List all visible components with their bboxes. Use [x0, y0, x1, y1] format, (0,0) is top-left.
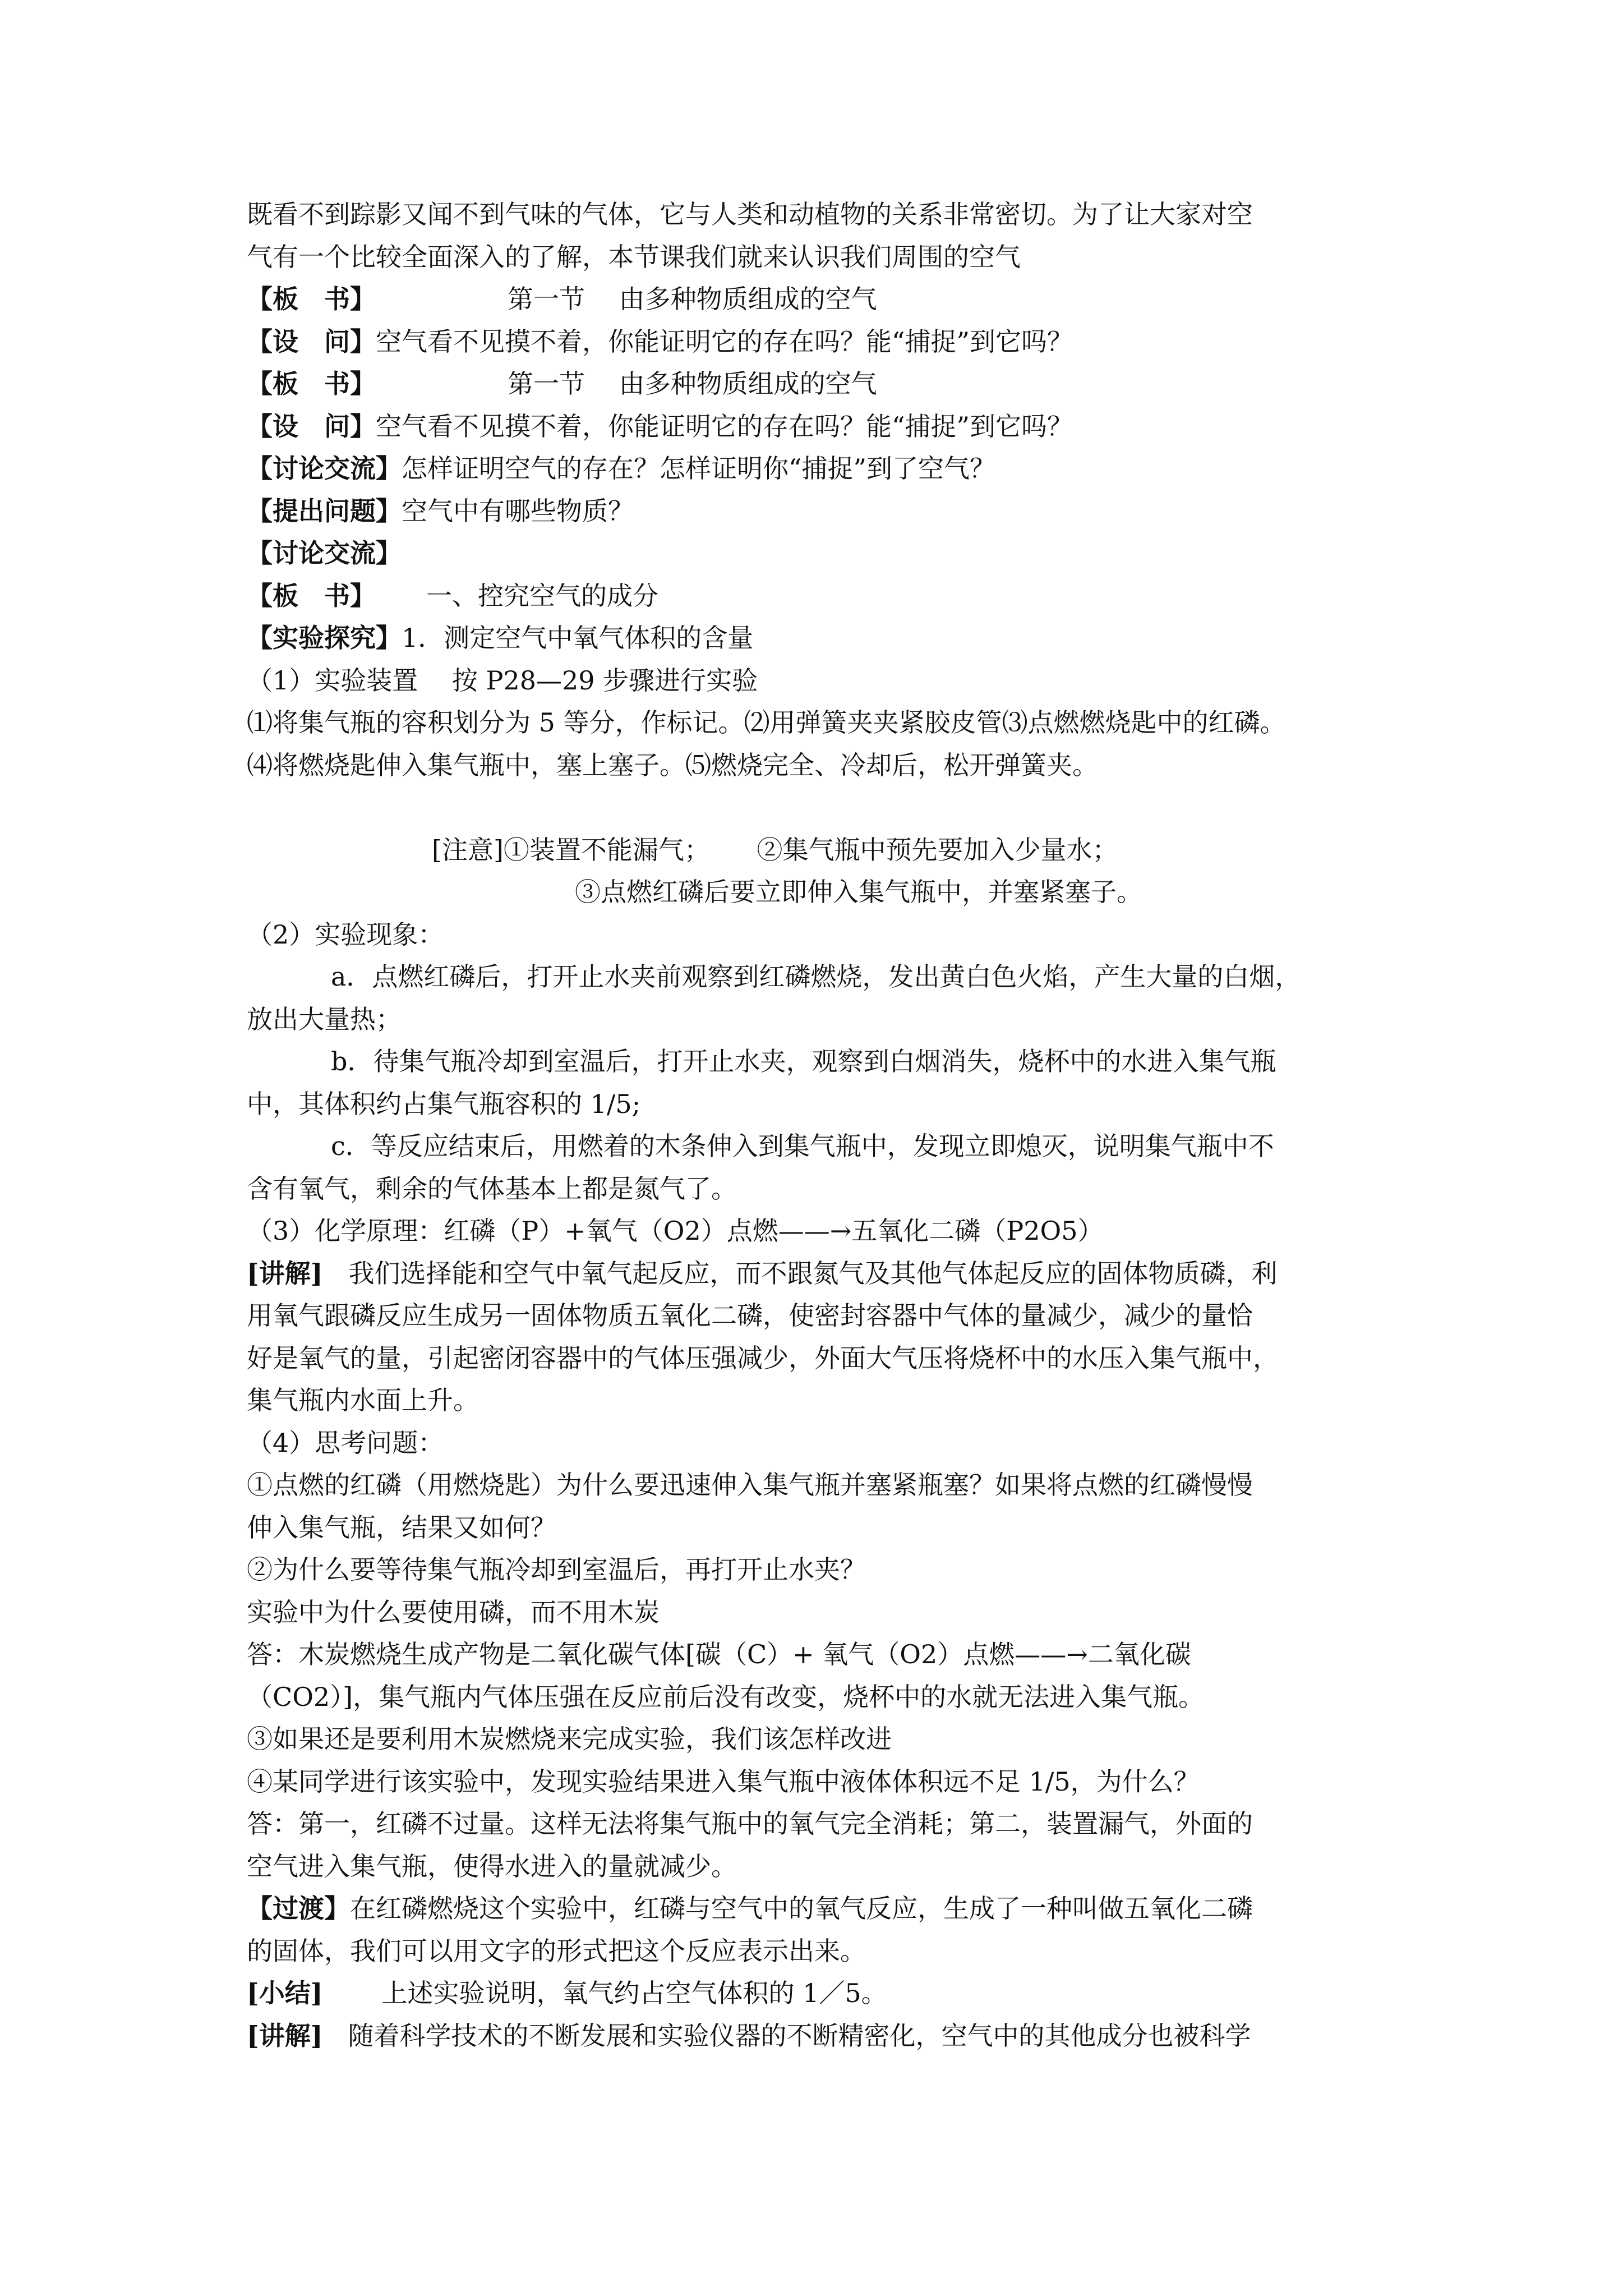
text-line: [247, 1210, 1380, 1253]
line-text: ②为什么要等待集气瓶冷却到室温后，再打开止水夹？: [247, 1554, 866, 1585]
text-line: [247, 1549, 1380, 1591]
line-text: a．点燃红磷后，打开止水夹前观察到红磷燃烧，发出黄白色火焰，产生大量的白烟，: [331, 961, 1301, 992]
line-text: 空气看不见摸不着，你能证明它的存在吗？能“捕捉”到它吗？: [376, 326, 1073, 357]
line-text: 集气瓶内水面上升。: [247, 1385, 479, 1415]
experiment-line: [247, 617, 1380, 660]
line-text: 的固体，我们可以用文字的形式把这个反应表示出来。: [247, 1935, 866, 1966]
line-text: 在红磷燃烧这个实验中，红磷与空气中的氧气反应，生成了一种叫做五氧化二磷: [350, 1893, 1253, 1924]
text-line: [247, 660, 1380, 702]
line-text: 放出大量热；: [247, 1004, 402, 1034]
text-line: [247, 1507, 1380, 1549]
section-tag: 【过渡】: [247, 1893, 350, 1924]
line-text: 用氧气跟磷反应生成另一固体物质五氧化二磷，使密封容器中气体的量减少，减少的量恰: [247, 1300, 1253, 1331]
text-line: [247, 1041, 1380, 1083]
question-line: [247, 406, 1380, 448]
text-line: [247, 1591, 1380, 1634]
line-text: 我们选择能和空气中氧气起反应，而不跟氮气及其他气体起反应的固体物质磷，利: [322, 1258, 1278, 1289]
text-line: [247, 1761, 1380, 1803]
question-line: [247, 490, 1380, 533]
section-tag: 【板 书】: [247, 580, 376, 611]
line-text: 第一节 由多种物质组成的空气: [508, 284, 877, 314]
line-text: 随着科学技术的不断发展和实验仪器的不断精密化，空气中的其他成分也被科学: [348, 2020, 1251, 2051]
blank-line: [247, 786, 1380, 829]
board-line: [247, 363, 1380, 406]
explain-line: [247, 2015, 1380, 2058]
text-line: [247, 1676, 1380, 1719]
text-line: [247, 1295, 1380, 1337]
explain-line: [247, 1253, 1380, 1295]
text-line: [247, 1168, 1380, 1211]
line-text: ③点燃红磷后要立即伸入集气瓶中，并塞紧塞子。: [575, 877, 1142, 907]
section-tag: 【实验探究】: [247, 623, 402, 653]
board-line: [247, 575, 1380, 618]
section-tag: 【板 书】: [247, 369, 376, 399]
line-text: 空气看不见摸不着，你能证明它的存在吗？能“捕捉”到它吗？: [376, 411, 1073, 441]
line-text: 空气进入集气瓶，使得水进入的量就减少。: [247, 1851, 737, 1881]
section-tag: 【板 书】: [247, 284, 376, 314]
text-line: [247, 236, 1380, 279]
text-line: [247, 1083, 1380, 1126]
text-line: [247, 1718, 1380, 1761]
line-text: 第一节 由多种物质组成的空气: [508, 369, 877, 399]
line-text: 上述实验说明，氧气约占空气体积的 1／5。: [381, 1978, 887, 2008]
text-line: [247, 1846, 1380, 1888]
line-text: [注意]①装置不能漏气； ②集气瓶中预先要加入少量水；: [432, 834, 1118, 865]
line-text: 怎样证明空气的存在？怎样证明你“捕捉”到了空气？: [402, 453, 996, 484]
line-text: 1．测定空气中氧气体积的含量: [402, 623, 754, 653]
line-text: 空气中有哪些物质？: [402, 495, 634, 526]
text-line: [247, 1379, 1380, 1422]
line-text: ⑴将集气瓶的容积划分为 5 等分，作标记。⑵用弹簧夹夹紧胶皮管⑶点燃燃烧匙中的红磷。: [247, 707, 1286, 738]
section-tag: [讲解]: [247, 2020, 323, 2051]
section-tag: 【设 问】: [247, 411, 376, 441]
line-text: 一、控究空气的成分: [426, 580, 658, 611]
text-line: [247, 702, 1380, 744]
line-text: b．待集气瓶冷却到室温后，打开止水夹，观察到白烟消失，烧杯中的水进入集气瓶: [331, 1046, 1276, 1076]
line-text: 含有氧气，剩余的气体基本上都是氮气了。: [247, 1173, 737, 1204]
section-tag: 【讨论交流】: [247, 538, 402, 568]
line-text: （CO2）]，集气瓶内气体压强在反应前后没有改变，烧杯中的水就无法进入集气瓶。: [247, 1681, 1205, 1712]
board-line: [247, 278, 1380, 321]
text-line: [247, 1464, 1380, 1507]
line-text: （3）化学原理：红磷（P）+氧气（O2）点燃——→五氧化二磷（P2O5）: [247, 1216, 1104, 1246]
text-line: [247, 1422, 1380, 1465]
line-text: 中，其体积约占集气瓶容积的 1/5;: [247, 1088, 641, 1119]
text-line: [247, 914, 1380, 956]
line-text: ③如果还是要利用木炭燃烧来完成实验，我们该怎样改进: [247, 1724, 892, 1754]
line-text: （2）实验现象：: [247, 919, 444, 950]
line-text: 伸入集气瓶，结果又如何？: [247, 1512, 556, 1543]
line-text: 答：第一，红磷不过量。这样无法将集气瓶中的氧气完全消耗；第二，装置漏气，外面的: [247, 1809, 1253, 1839]
discussion-line: [247, 532, 1380, 575]
section-tag: 【设 问】: [247, 326, 376, 357]
text-line: [247, 194, 1380, 236]
discussion-line: [247, 448, 1380, 490]
text-line: [247, 1930, 1380, 1973]
line-text: （4）思考问题：: [247, 1427, 444, 1458]
text-line: [247, 999, 1380, 1041]
line-text: c．等反应结束后，用燃着的木条伸入到集气瓶中，发现立即熄灭，说明集气瓶中不: [331, 1131, 1274, 1161]
line-text: 气有一个比较全面深入的了解，本节课我们就来认识我们周围的空气: [247, 241, 1021, 272]
document-page: [247, 194, 1380, 2057]
text-line: [247, 956, 1380, 999]
text-line: [247, 1125, 1380, 1168]
transition-line: [247, 1888, 1380, 1930]
line-text: ①点燃的红磷（用燃烧匙）为什么要迅速伸入集气瓶并塞紧瓶塞？如果将点燃的红磷慢慢: [247, 1470, 1253, 1500]
section-tag: 【讨论交流】: [247, 453, 402, 484]
line-text: 答：木炭燃烧生成产物是二氧化碳气体[碳（C）+ 氧气（O2）点燃——→二氧化碳: [247, 1639, 1191, 1669]
section-tag: [小结]: [247, 1978, 323, 2008]
line-text: ④某同学进行该实验中，发现实验结果进入集气瓶中液体体积远不足 1/5，为什么？: [247, 1766, 1200, 1797]
line-text: 实验中为什么要使用磷，而不用木炭: [247, 1596, 660, 1627]
line-text: （1）实验装置 按 P28—29 步骤进行实验: [247, 665, 758, 696]
section-tag: [讲解]: [247, 1258, 323, 1289]
text-line: [247, 1803, 1380, 1846]
line-text: 好是氧气的量，引起密闭容器中的气体压强减少，外面大气压将烧杯中的水压入集气瓶中，: [247, 1342, 1279, 1373]
note-line: [247, 829, 1380, 872]
text-line: [247, 1337, 1380, 1380]
summary-line: [247, 1972, 1380, 2015]
note-line: [247, 871, 1380, 914]
text-line: [247, 1634, 1380, 1676]
question-line: [247, 321, 1380, 364]
line-text: ⑷将燃烧匙伸入集气瓶中，塞上塞子。⑸燃烧完全、冷却后，松开弹簧夹。: [247, 749, 1098, 780]
section-tag: 【提出问题】: [247, 495, 402, 526]
line-text: 既看不到踪影又闻不到气味的气体，它与人类和动植物的关系非常密切。为了让大家对空: [247, 199, 1253, 229]
text-line: [247, 744, 1380, 787]
